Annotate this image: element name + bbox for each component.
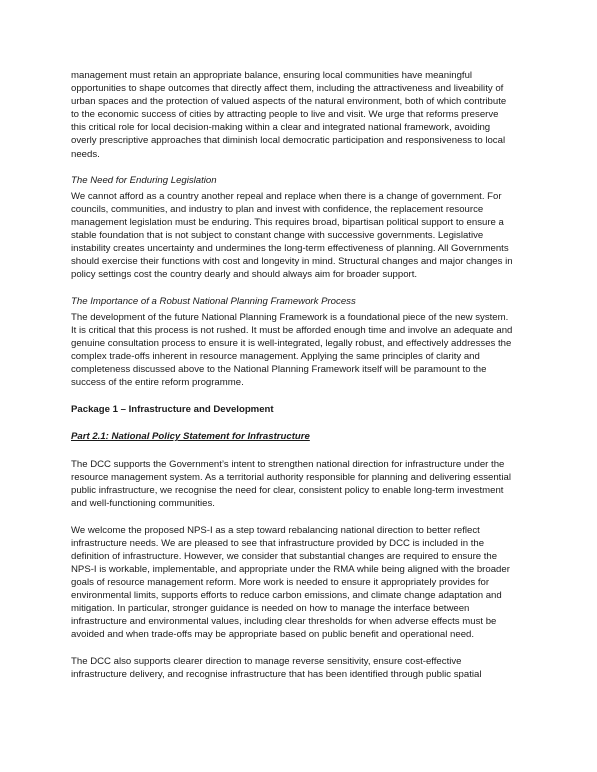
document-body	[71, 69, 529, 694]
text-line: policy settings cost the country dearly and should always aim for broader support.	[71, 269, 418, 281]
text-line: stable foundation that is not subject to constant change with successive governments. Legislative	[71, 230, 484, 242]
text-line: needs.	[71, 148, 100, 160]
text-line: management legislation must be enduring. This requires broad, bipartisan political support to ensure a	[71, 216, 504, 228]
text-line: NPS-I is workable, implementable, and appropriate under the RMA while being aligned with the broader	[71, 563, 510, 575]
text-line: definition of infrastructure. However, we consider that substantial changes are required to ensure the	[71, 550, 498, 562]
heading-part-2-1: Part 2.1: National Policy Statement for Infrastructure	[71, 431, 310, 443]
text-line: avoided and when trade-offs may be appropriate based on public benefit and operational need.	[71, 629, 475, 641]
text-line: We welcome the proposed NPS-I as a step toward rebalancing national direction to better reflect	[71, 524, 480, 536]
text-line: management must retain an appropriate balance, ensuring local communities have meaningful	[71, 70, 473, 81]
text-line: complex trade-offs inherent in resource management. Applying the same principles of clarity and	[71, 350, 480, 362]
text-line: The DCC also supports clearer direction to manage reverse sensitivity, ensure cost-effective	[71, 655, 462, 667]
text-line: completeness discussed above to the National Planning Framework itself will be paramount to the	[71, 363, 487, 375]
text-line: opportunities to shape outcomes that directly affect them, including the attractiveness and liveability of	[71, 83, 504, 95]
text-line: resource management system. As a territorial authority responsible for planning and delivering essential	[71, 471, 511, 483]
text-line: this critical role for local decision-making within a clear and integrated national framework, avoiding	[71, 122, 491, 134]
paragraph-dcc-also-supports	[71, 655, 529, 681]
heading-package-1: Package 1 – Infrastructure and Development	[71, 403, 274, 415]
text-line: The DCC supports the Government’s intent to strengthen national direction for infrastructure under the	[71, 458, 505, 470]
text-line: infrastructure needs. We are pleased to see that infrastructure provided by DCC is included in the	[71, 537, 485, 549]
text-line: infrastructure delivery, and recognise infrastructure that has been identified through public spatial	[71, 669, 482, 681]
text-line: genuine consultation process to ensure it is well-integrated, legally robust, and effectively addresses the	[71, 337, 512, 349]
text-line: should exercise their functions with cost and longevity in mind. Structural changes and major changes in	[71, 256, 513, 268]
text-line: The development of the future National Planning Framework is a foundational piece of the new system.	[71, 311, 509, 323]
heading-enduring-legislation: The Need for Enduring Legislation	[71, 175, 217, 187]
text-line: overly prescriptive approaches that diminish local democratic participation and responsiveness to local	[71, 135, 506, 147]
paragraph-national-planning-framework	[71, 311, 529, 390]
paragraph-local-decision-making	[71, 69, 529, 161]
text-line: environmental limits, supports efforts to reduce carbon emissions, and climate change adaptation and	[71, 590, 502, 602]
text-line: to the economic success of cities by attracting people to live and visit. We urge that reforms preserve	[71, 109, 499, 121]
text-line: public infrastructure, we recognise the need for clear, consistent policy to enable long-term investment	[71, 484, 504, 496]
text-line: infrastructure and environmental values, including clear thresholds for when adverse effects must be	[71, 616, 497, 628]
text-line: goals of resource management reform. More work is needed to ensure it appropriately provides for	[71, 577, 490, 588]
heading-national-planning-framework: The Importance of a Robust National Planning Framework Process	[71, 295, 356, 307]
paragraph-welcome-nps-i	[71, 524, 529, 642]
text-line: mitigation. In particular, stronger guidance is needed on how to manage the interface between	[71, 603, 470, 615]
text-line: success of the entire reform programme.	[71, 376, 244, 388]
text-line: It is critical that this process is not rushed. It must be afforded enough time and involve an adequate and	[71, 324, 513, 336]
text-line: and well-functioning communities.	[71, 498, 215, 510]
text-line: instability creates uncertainty and undermines the long-term effectiveness of planning. All Governments	[71, 243, 509, 255]
text-line: councils, communities, and industry to plan and invest with confidence, the replacement resource	[71, 203, 484, 215]
text-line: urban spaces and the protection of valued aspects of the natural environment, both of which contribute	[71, 96, 507, 108]
text-line: We cannot afford as a country another repeal and replace when there is a change of government. For	[71, 190, 502, 202]
paragraph-dcc-supports	[71, 458, 529, 510]
paragraph-enduring-legislation	[71, 190, 529, 282]
